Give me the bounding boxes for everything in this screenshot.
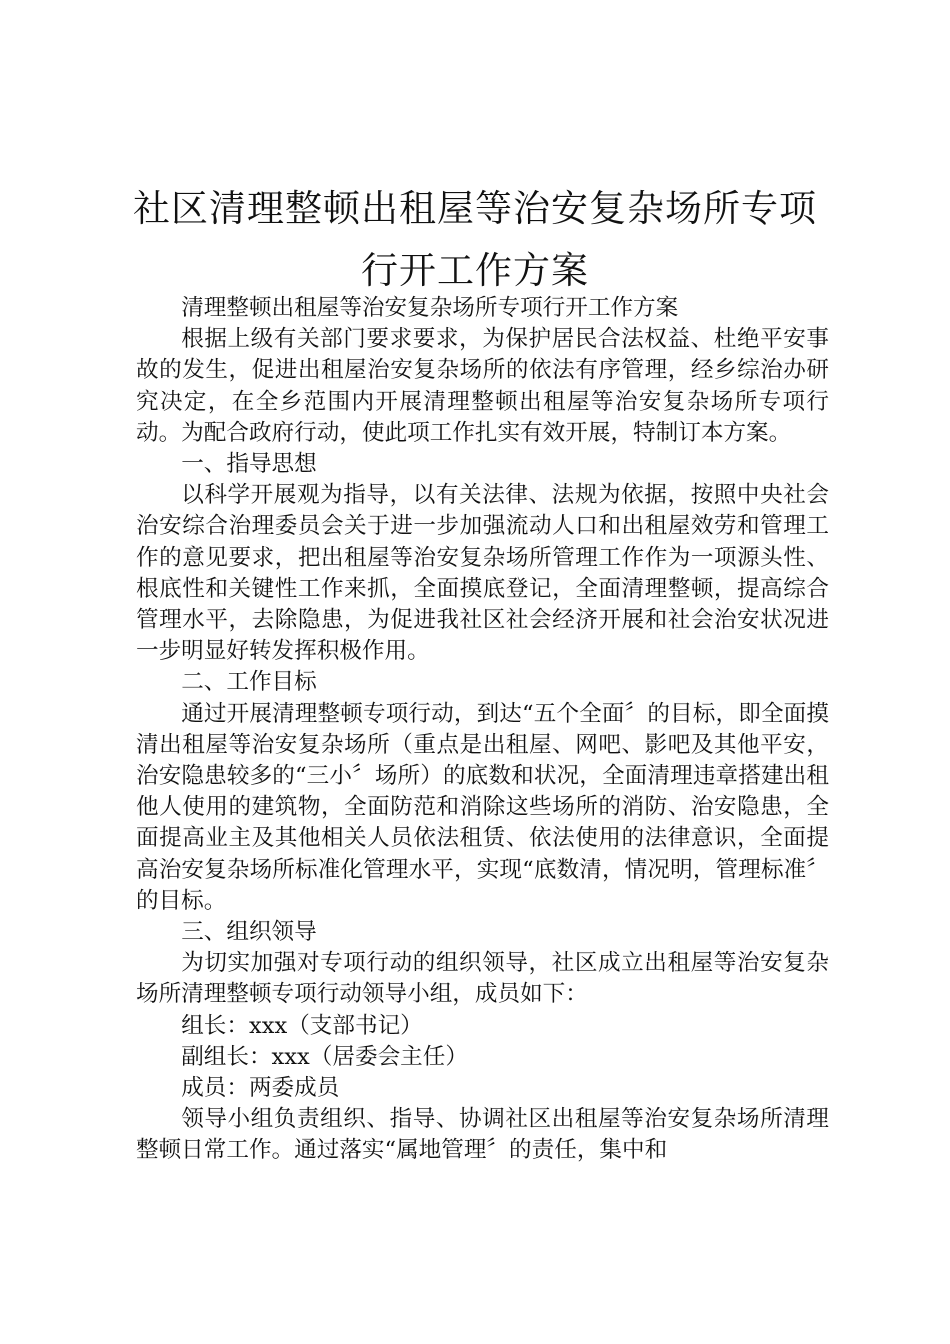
paragraph-deputy-leader: 副组长：xxx（居委会主任）	[181, 1043, 468, 1070]
section-heading-guiding-ideology: 一、指导思想	[181, 451, 317, 478]
paragraph-subtitle: 清理整顿出租屋等治安复杂场所专项行开工作方案	[181, 295, 679, 321]
section-heading-work-goals: 二、工作目标	[181, 669, 317, 696]
paragraph-members: 成员：两委成员	[181, 1075, 340, 1102]
section-heading-organization: 三、组织领导	[181, 919, 317, 946]
document-title: 社区清理整顿出租屋等治安复杂场所专项行开工作方案	[133, 187, 817, 292]
paragraph-intro: 根据上级有关部门要求要求，为保护居民合法权益、杜绝平安事故的发生，促进出租屋治安复杂场所的依法有序管理，经乡综治办研究决定，在全乡范围内开展清理整顿出租屋等治安复杂场所专项行动。为配合政府行动，使此项工作扎实有效开展，特制订本方案。	[136, 326, 829, 446]
document-body	[136, 293, 829, 1167]
paragraph-work-goals: 通过开展清理整顿专项行动，到达“五个全面〞的目标，即全面摸清出租屋等治安复杂场所（重点是出租屋、网吧、影吧及其他平安，治安隐患较多的“三小〞场所）的底数和状况，全面清理违章搭建出租他人使用的建筑物，全面防范和消除这些场所的消防、治安隐患，全面提高业主及其他相关人员依法租赁、依法使用的法律意识，全面提高治安复杂场所标准化管理水平，实现“底数清，情况明，管理标准〞的目标。	[136, 700, 829, 914]
paragraph-organization: 为切实加强对专项行动的组织领导，社区成立出租屋等治安复杂场所清理整顿专项行动领导小组，成员如下：	[136, 950, 829, 1008]
paragraph-guiding-ideology: 以科学开展观为指导，以有关法律、法规为依据，按照中央社会治安综合治理委员会关于进一步加强流动人口和出租屋效劳和管理工作的意见要求，把出租屋等治安复杂场所管理工作作为一项源头性、根底性和关键性工作来抓，全面摸底登记，全面清理整顿，提高综合管理水平，去除隐患，为促进我社区社会经济开展和社会治安状况进一步明显好转发挥积极作用。	[136, 482, 829, 665]
paragraph-team-leader: 组长：xxx（支部书记）	[181, 1012, 423, 1039]
paragraph-leadership-duties: 领导小组负责组织、指导、协调社区出租屋等治安复杂场所清理整顿日常工作。通过落实“属地管理〞的责任，集中和	[136, 1106, 829, 1164]
